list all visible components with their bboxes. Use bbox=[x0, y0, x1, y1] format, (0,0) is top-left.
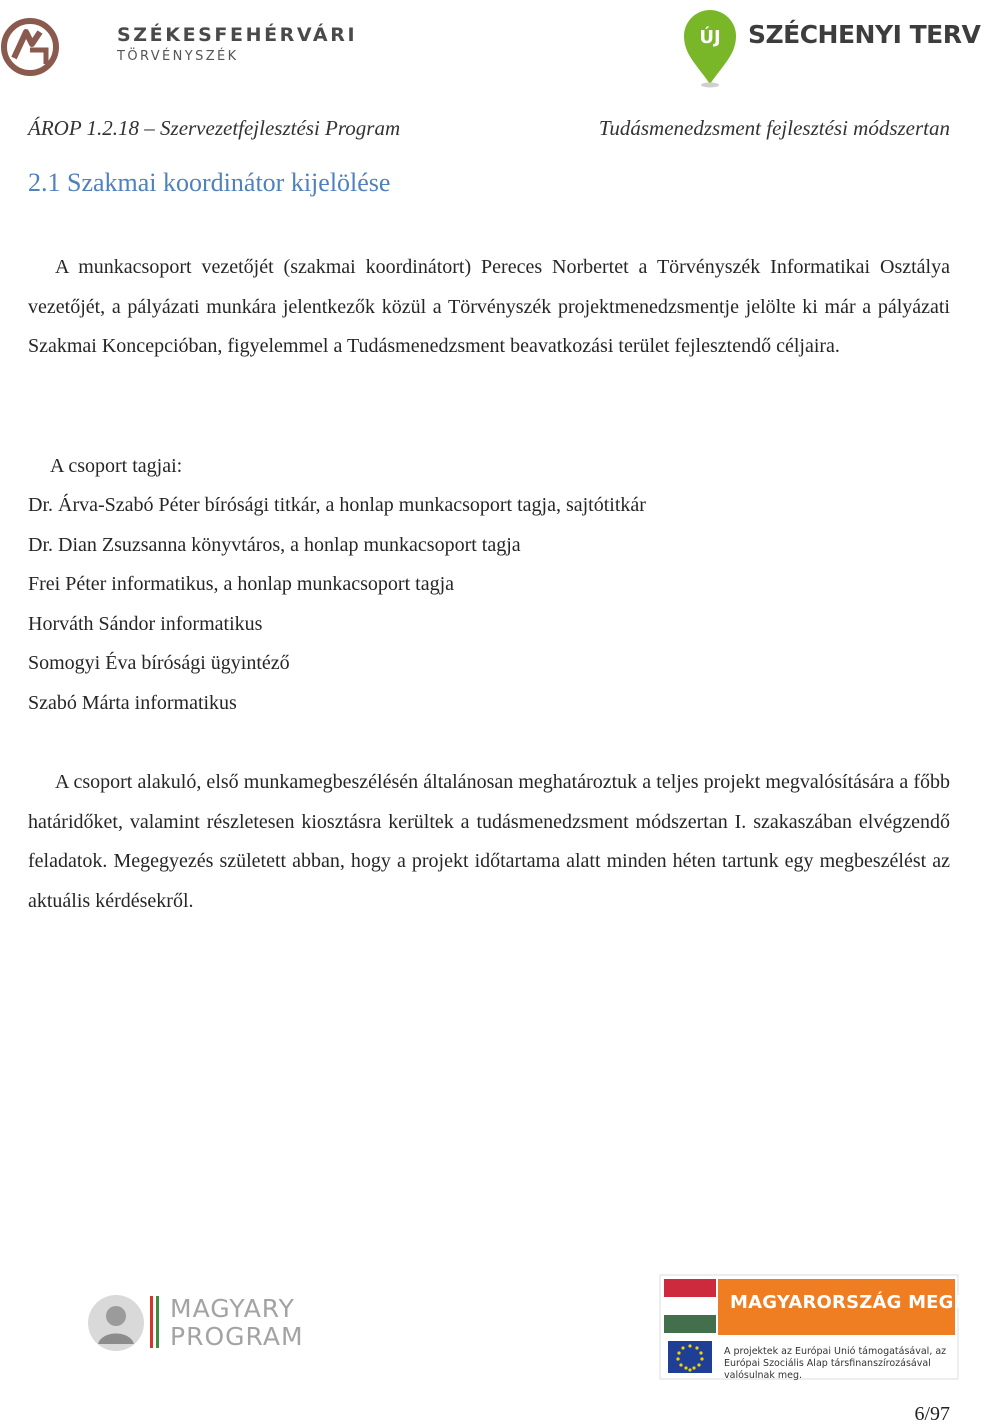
member-list bbox=[28, 486, 646, 724]
member-item: Szabó Márta informatikus bbox=[28, 691, 237, 714]
member-item: Dr. Árva-Szabó Péter bírósági titkár, a honlap munkacsoport tagja, sajtótitkár bbox=[28, 494, 646, 516]
szechenyi-badge: ÚJ bbox=[699, 27, 721, 48]
running-header-right: Tudásmenedzsment fejlesztési módszertan bbox=[598, 116, 950, 140]
page-number: 6/97 bbox=[914, 1403, 950, 1425]
member-item: Frei Péter informatikus, a honlap munkacsoport tagja bbox=[28, 573, 455, 596]
member-item: Horváth Sándor informatikus bbox=[28, 612, 263, 635]
mm-title: MAGYARORSZÁG MEGÚJUL bbox=[730, 1292, 1002, 1313]
section-heading: 2.1 Szakmai koordinátor kijelölése bbox=[28, 168, 391, 197]
member-item: Dr. Dian Zsuzsanna könyvtáros, a honlap munkacsoport tagja bbox=[28, 533, 521, 556]
running-header-left: ÁROP 1.2.18 – Szervezetfejlesztési Program bbox=[28, 116, 401, 140]
court-name: SZÉKESFEHÉRVÁRI bbox=[117, 24, 358, 46]
group-members-label: A csoport tagjai: bbox=[50, 455, 183, 477]
court-subname: TÖRVÉNYSZÉK bbox=[117, 49, 239, 64]
intro-paragraph: A munkacsoport vezetőjét (szakmai koordinátort) Pereces Norbertet a Törvényszék Informatikai Osztálya vezetőjét, a pályázati munkára jelentkezők közül a Törvényszék projektmenedzsmentje jelölte ki már a pályázati Szakmai Koncepcióban, figyelemmel a Tudásmenedzsment beavatkozási terület fejlesztendő céljaira. bbox=[28, 256, 950, 358]
magyary-line1: MAGYARY bbox=[170, 1294, 295, 1323]
meeting-paragraph: A csoport alakuló, első munkamegbeszélésén általánosan meghatároztuk a teljes projekt megvalósítására a főbb határidőket, valamint részletesen kiosztásra kerültek a tudásmenedzsment módszertan I. szakaszában elvégzendő feladatok. Megegyezés született abban, hogy a projekt időtartama alatt minden héten tartunk egy megbeszélést az aktuális kérdésekről. bbox=[28, 771, 950, 912]
szechenyi-terv-text: SZÉCHENYI TERV bbox=[748, 20, 981, 49]
eu-funding-note: A projektek az Európai Unió támogatásával, az Európai Szociális Alap társfinanszírozásával valósulnak meg. bbox=[724, 1346, 947, 1381]
member-item: Somogyi Éva bírósági ügyintéző bbox=[28, 652, 290, 675]
magyary-line2: PROGRAM bbox=[170, 1322, 304, 1351]
